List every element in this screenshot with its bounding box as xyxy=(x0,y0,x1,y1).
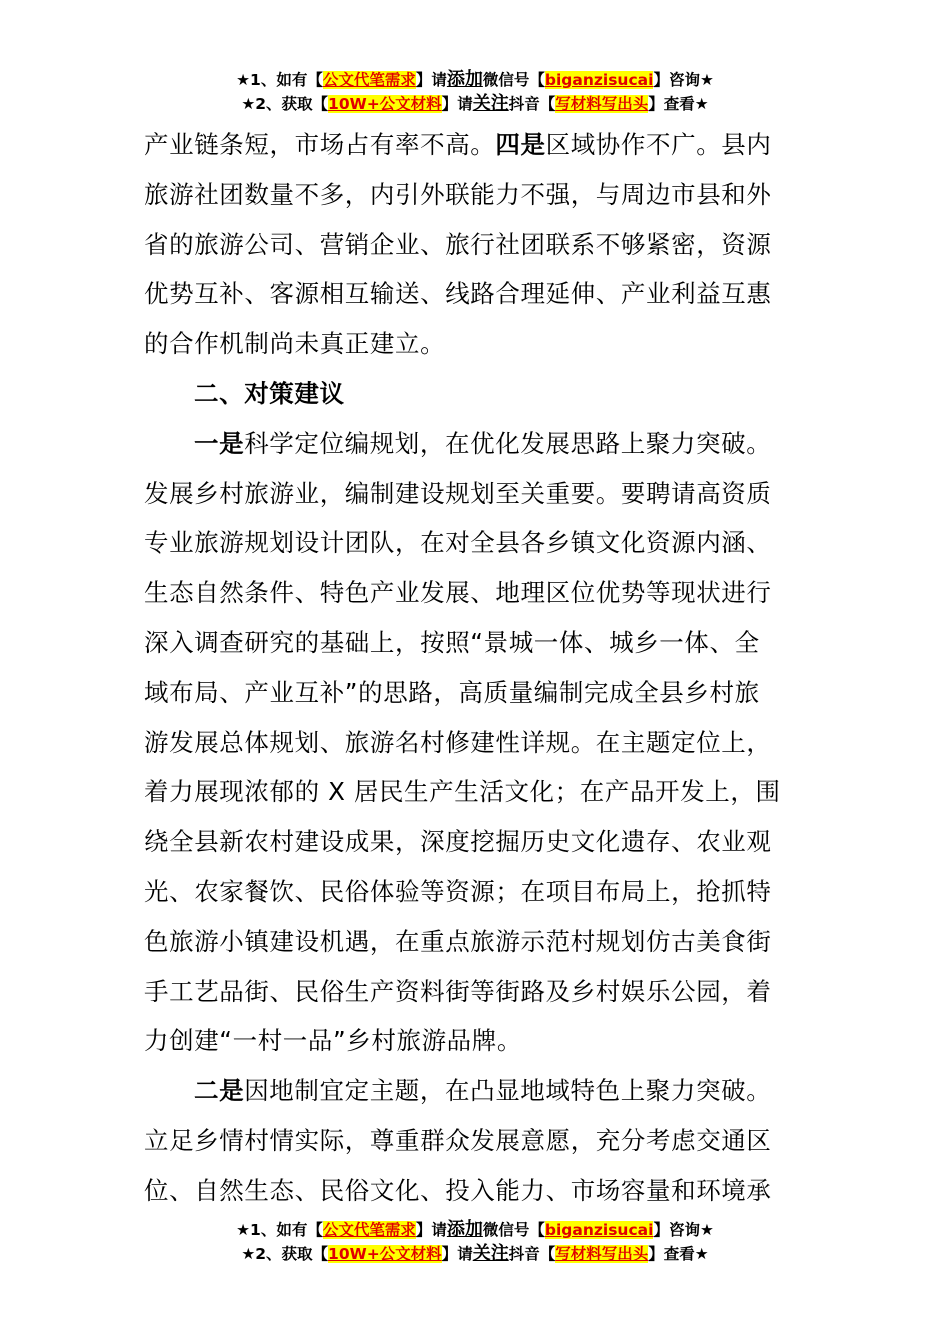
text-line xyxy=(144,220,806,270)
banner-line-2 xyxy=(0,1242,950,1266)
text-line xyxy=(144,170,806,220)
footer-banner xyxy=(0,1218,950,1266)
text: 】查看★ xyxy=(648,95,709,113)
wechat-id: biganzisucai xyxy=(544,71,654,89)
text-line xyxy=(144,867,806,917)
highlight: 10W+公文材料 xyxy=(328,1245,442,1263)
line-text: 域布局、产业互补”的思路，高质量编制完成全县乡村旅 xyxy=(144,677,760,707)
highlight: 10W+公文材料 xyxy=(328,95,442,113)
text: 抖音【 xyxy=(508,1245,556,1263)
line-text: 色旅游小镇建设机遇，在重点旅游示范村规划仿古美食街 xyxy=(144,926,772,956)
text-line xyxy=(144,120,806,170)
text: 微信号【 xyxy=(482,71,545,89)
bold-lead: 二、对策建议 xyxy=(194,378,345,408)
line-text: 深入调查研究的基础上，按照“景城一体、城乡一体、全 xyxy=(144,627,760,657)
text: 抖音【 xyxy=(508,95,556,113)
text: ★1、如有【 xyxy=(236,1221,323,1239)
text-line xyxy=(144,269,806,319)
text: 】咨询★ xyxy=(653,1221,714,1239)
text-line xyxy=(144,668,806,718)
line-text: 科学定位编规划，在优化发展思路上聚力突破。 xyxy=(244,428,772,458)
header-banner xyxy=(0,68,950,116)
text: 】请 xyxy=(415,71,447,89)
line-text: 绕全县新农村建设成果，深度挖掘历史文化遗存、农业观 xyxy=(144,827,772,857)
line-text: 省的旅游公司、营销企业、旅行社团联系不够紧密，资源 xyxy=(144,229,772,259)
text-line xyxy=(144,319,806,369)
line-text: 旅游社团数量不多，内引外联能力不强，与周边市县和外 xyxy=(144,179,772,209)
emphasis: 添加 xyxy=(446,69,483,90)
text-line xyxy=(144,469,806,519)
text-line xyxy=(144,817,806,867)
line-text: 因地制宜定主题，在凸显地域特色上聚力突破。 xyxy=(244,1076,772,1106)
text-line xyxy=(144,369,806,419)
banner-line-1 xyxy=(0,68,950,92)
text-line xyxy=(144,1166,806,1216)
highlight: 写材料写出头 xyxy=(555,1245,649,1263)
emphasis: 添加 xyxy=(446,1219,483,1240)
line-text: 区域协作不广。县内 xyxy=(545,130,772,159)
text-line xyxy=(144,767,806,817)
text: 微信号【 xyxy=(482,1221,545,1239)
text: 】查看★ xyxy=(648,1245,709,1263)
highlight: 写材料写出头 xyxy=(555,95,649,113)
text: 】请 xyxy=(415,1221,447,1239)
line-text: 力创建“一村一品”乡村旅游品牌。 xyxy=(144,1026,522,1056)
line-text: 位、自然生态、民俗文化、投入能力、市场容量和环境承 xyxy=(144,1175,772,1205)
line-text: 游发展总体规划、旅游名村修建性详规。在主题定位上， xyxy=(144,727,772,757)
highlight: 公文代笔需求 xyxy=(322,1221,416,1239)
text: ★1、如有【 xyxy=(236,71,323,89)
text-line xyxy=(144,518,806,568)
line-text: 产业链条短，市场占有率不高。 xyxy=(144,130,496,159)
line-text: 的合作机制尚未真正建立。 xyxy=(144,329,446,359)
text-line xyxy=(144,718,806,768)
text-line xyxy=(144,1066,806,1116)
text-line xyxy=(144,1016,806,1066)
bold-lead: 二是 xyxy=(194,1076,245,1106)
text-line xyxy=(144,568,806,618)
text-line xyxy=(144,1116,806,1166)
document-body xyxy=(144,120,806,1216)
line-text: 光、农家餐饮、民俗体验等资源；在项目布局上，抢抓特 xyxy=(144,876,772,906)
line-text: 专业旅游规划设计团队，在对全县各乡镇文化资源内涵、 xyxy=(144,528,772,558)
emphasis: 关注 xyxy=(472,1243,509,1264)
text: ★2、获取【 xyxy=(241,1245,329,1263)
text-line xyxy=(144,618,806,668)
text: 】咨询★ xyxy=(653,71,714,89)
line-text: 着力展现浓郁的 X 居民生产生活文化；在产品开发上，围 xyxy=(144,777,781,807)
text-line xyxy=(144,419,806,469)
line-text: 生态自然条件、特色产业发展、地理区位优势等现状进行 xyxy=(144,578,772,608)
wechat-id: biganzisucai xyxy=(544,1221,654,1239)
emphasis: 关注 xyxy=(472,93,509,114)
bold-lead: 四是 xyxy=(495,130,546,159)
bold-lead: 一是 xyxy=(194,428,245,458)
text: 】请 xyxy=(441,1245,473,1263)
text: 】请 xyxy=(441,95,473,113)
line-text: 手工艺品街、民俗生产资料街等街路及乡村娱乐公园，着 xyxy=(144,976,772,1006)
highlight: 公文代笔需求 xyxy=(322,71,416,89)
line-text: 优势互补、客源相互输送、线路合理延伸、产业利益互惠 xyxy=(144,279,772,309)
line-text: 立足乡情村情实际，尊重群众发展意愿，充分考虑交通区 xyxy=(144,1125,772,1155)
text-line xyxy=(144,917,806,967)
line-text: 发展乡村旅游业，编制建设规划至关重要。要聘请高资质 xyxy=(144,478,772,508)
banner-line-1 xyxy=(0,1218,950,1242)
banner-line-2 xyxy=(0,92,950,116)
text: ★2、获取【 xyxy=(241,95,329,113)
text-line xyxy=(144,967,806,1017)
